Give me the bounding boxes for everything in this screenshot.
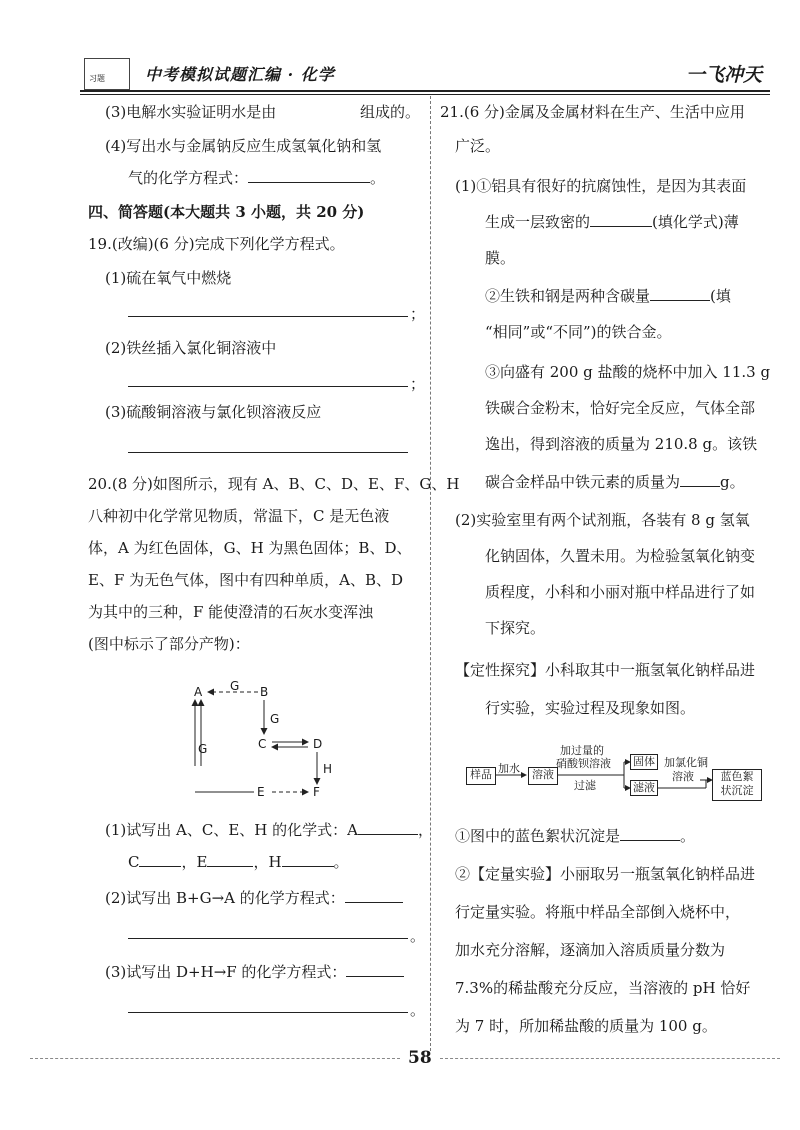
section-4-heading: 四、简答题(本大题共 3 小题，共 20 分)	[88, 203, 365, 221]
answer-blank-21-1[interactable]	[590, 212, 652, 227]
q19-2-semicolon: ；	[410, 375, 426, 393]
q19-2: (2)铁丝插入氯化铜溶液中	[105, 339, 277, 357]
flow-label-add-water: 加水	[498, 762, 520, 775]
flow-box-sample: 样品	[466, 767, 496, 785]
header-rule	[80, 90, 770, 92]
node-d: D	[313, 737, 323, 751]
q21-1-2-line1: ②生铁和钢是两种含碳量 (填	[485, 287, 731, 305]
q20-1-line2: C ，E ，H 。	[128, 853, 349, 871]
q21-2-qual-line1: 【定性探究】小科取其中一瓶氢氧化钠样品进	[455, 661, 756, 679]
answer-line-19-1[interactable]	[128, 316, 408, 317]
q20-line-2: 八种初中化学常见物质，常温下，C 是无色液	[88, 507, 390, 525]
answer-blank-20-2a[interactable]	[345, 888, 403, 903]
q21-2-quant-line3: 加水充分溶解，逐滴加入溶质质量分数为	[455, 941, 726, 959]
footer-rule-left	[30, 1058, 400, 1059]
header-brand: 一飞冲天	[686, 64, 763, 86]
book-logo	[84, 58, 130, 90]
node-c: C	[258, 737, 267, 751]
q21-2-quant-line4: 7.3%的稀盐酸充分反应，当溶液的 pH 恰好	[455, 979, 751, 997]
q21-2-line3: 质程度，小科和小丽对瓶中样品进行了如	[485, 583, 756, 601]
header-title: 中考模拟试题汇编 · 化学	[145, 65, 335, 84]
q20-line-1: 20.(8 分)如图所示，现有 A、B、C、D、E、F、G、H	[88, 475, 460, 493]
q19-1: (1)硫在氧气中燃烧	[105, 269, 232, 287]
q19-1-semicolon: ；	[410, 305, 426, 323]
q20-1-line1: (1)试写出 A、C、E、H 的化学式：A ，	[105, 821, 433, 839]
q21-1-3-line1: ③向盛有 200 g 盐酸的烧杯中加入 11.3 g	[485, 363, 771, 381]
answer-blank-21-3[interactable]	[680, 472, 720, 487]
answer-line-20-3[interactable]	[128, 1012, 408, 1013]
node-e: E	[257, 785, 265, 799]
label-g-left: G	[198, 742, 208, 756]
answer-line-19-2[interactable]	[128, 386, 408, 387]
q18-4-line2: 气的化学方程式： 。	[128, 169, 386, 187]
q19-stem: 19.(改编)(6 分)完成下列化学方程式。	[88, 235, 345, 253]
q20-line-4: E、F 为无色气体，图中有四种单质，A、B、D	[88, 571, 404, 589]
q21-2-line4: 下探究。	[485, 619, 546, 637]
flow-precip-line2: 状沉淀	[720, 784, 754, 797]
flow-label-reagent-1: 加过量的	[560, 744, 604, 757]
node-b: B	[260, 685, 269, 699]
q21-1-1-line3: 膜。	[485, 249, 516, 267]
answer-blank[interactable]	[248, 168, 370, 183]
q21-2-quant-line1: ②【定量实验】小丽取另一瓶氢氧化钠样品进	[455, 865, 756, 883]
q18-3-tail: 组成的。	[360, 103, 421, 121]
flow-label-filter: 过滤	[574, 779, 596, 792]
answer-blank-h[interactable]	[282, 852, 334, 867]
logo-text: 习题	[89, 74, 105, 83]
q21-1-3-line2: 铁碳合金粉末，恰好完全反应，气体全部	[485, 399, 756, 417]
q21-1-3-line3: 逸出，得到溶液的质量为 210.8 g。该铁	[485, 435, 758, 453]
answer-blank-20-3a[interactable]	[346, 962, 404, 977]
q21-1-1-line1: (1)①铝具有很好的抗腐蚀性，是因为其表面	[455, 177, 747, 195]
q20-2: (2)试写出 B+G→A 的化学方程式：	[105, 888, 403, 908]
q18-4-line1: (4)写出水与金属钠反应生成氢氧化钠和氢	[105, 137, 382, 155]
q18-3: (3)电解水实验证明水是由	[105, 103, 277, 121]
q21-2-qual-line2: 行实验，实验过程及现象如图。	[485, 699, 696, 717]
q20-line-5: 为其中的三种，F 能使澄清的石灰水变浑浊	[88, 603, 374, 621]
answer-line-19-3[interactable]	[128, 452, 408, 453]
q20-line-3: 体，A 为红色固体，G、H 为黑色固体；B、D、	[88, 539, 412, 557]
node-f: F	[313, 785, 320, 799]
flow-box-solution: 溶液	[528, 767, 558, 785]
q21-1-2-line2: “相同”或“不同”)的铁合金。	[485, 323, 672, 341]
answer-line-20-2[interactable]	[128, 938, 408, 939]
q20-2-period: 。	[410, 927, 426, 945]
q21-line-2: 广泛。	[455, 137, 501, 155]
page-number: 58	[408, 1048, 432, 1068]
q21-2-line2: 化钠固体，久置未用。为检验氢氧化钠变	[485, 547, 756, 565]
q21-1-1-line2: 生成一层致密的 (填化学式)薄	[485, 213, 739, 231]
q21-2-a: ①图中的蓝色絮状沉淀是 。	[455, 827, 696, 845]
answer-blank-e[interactable]	[207, 852, 253, 867]
column-divider	[430, 96, 431, 1051]
q20-3-period: 。	[410, 1001, 426, 1019]
answer-blank-a[interactable]	[358, 820, 418, 835]
node-a: A	[194, 685, 203, 699]
label-h: H	[323, 762, 333, 776]
q21-2-quant-line5: 为 7 时，所加稀盐酸的质量为 100 g。	[455, 1017, 717, 1035]
q21-2-line1: (2)实验室里有两个试剂瓶，各装有 8 g 氢氧	[455, 511, 750, 529]
answer-blank-21-2a[interactable]	[620, 826, 680, 841]
flow-precip-line1: 蓝色絮	[720, 770, 754, 783]
answer-blank-21-2[interactable]	[650, 286, 710, 301]
footer-rule-right	[440, 1058, 780, 1059]
label-g-top: G	[230, 679, 240, 693]
label-g-right: G	[270, 712, 280, 726]
answer-blank-c[interactable]	[139, 852, 181, 867]
flow-label-cucl2-1: 加氯化铜	[664, 756, 708, 769]
q21-line-1: 21.(6 分)金属及金属材料在生产、生活中应用	[440, 103, 745, 121]
header-rule-thin	[80, 94, 770, 95]
q21-2-quant-line2: 行定量实验。将瓶中样品全部倒入烧杯中，	[455, 903, 741, 921]
q20-3: (3)试写出 D+H→F 的化学方程式：	[105, 962, 404, 982]
q20-line-6: (图中标示了部分产物)：	[88, 635, 250, 653]
q19-3: (3)硫酸铜溶液与氯化钡溶液反应	[105, 403, 322, 421]
flow-label-cucl2-2: 溶液	[672, 770, 694, 783]
flow-label-reagent-2: 硝酸钡溶液	[556, 757, 611, 770]
flow-box-precipitate	[712, 769, 762, 801]
q21-1-3-line4: 碳合金样品中铁元素的质量为 g。	[485, 473, 745, 491]
flow-box-filtrate: 滤液	[630, 780, 658, 796]
flow-box-solid: 固体	[630, 754, 658, 770]
